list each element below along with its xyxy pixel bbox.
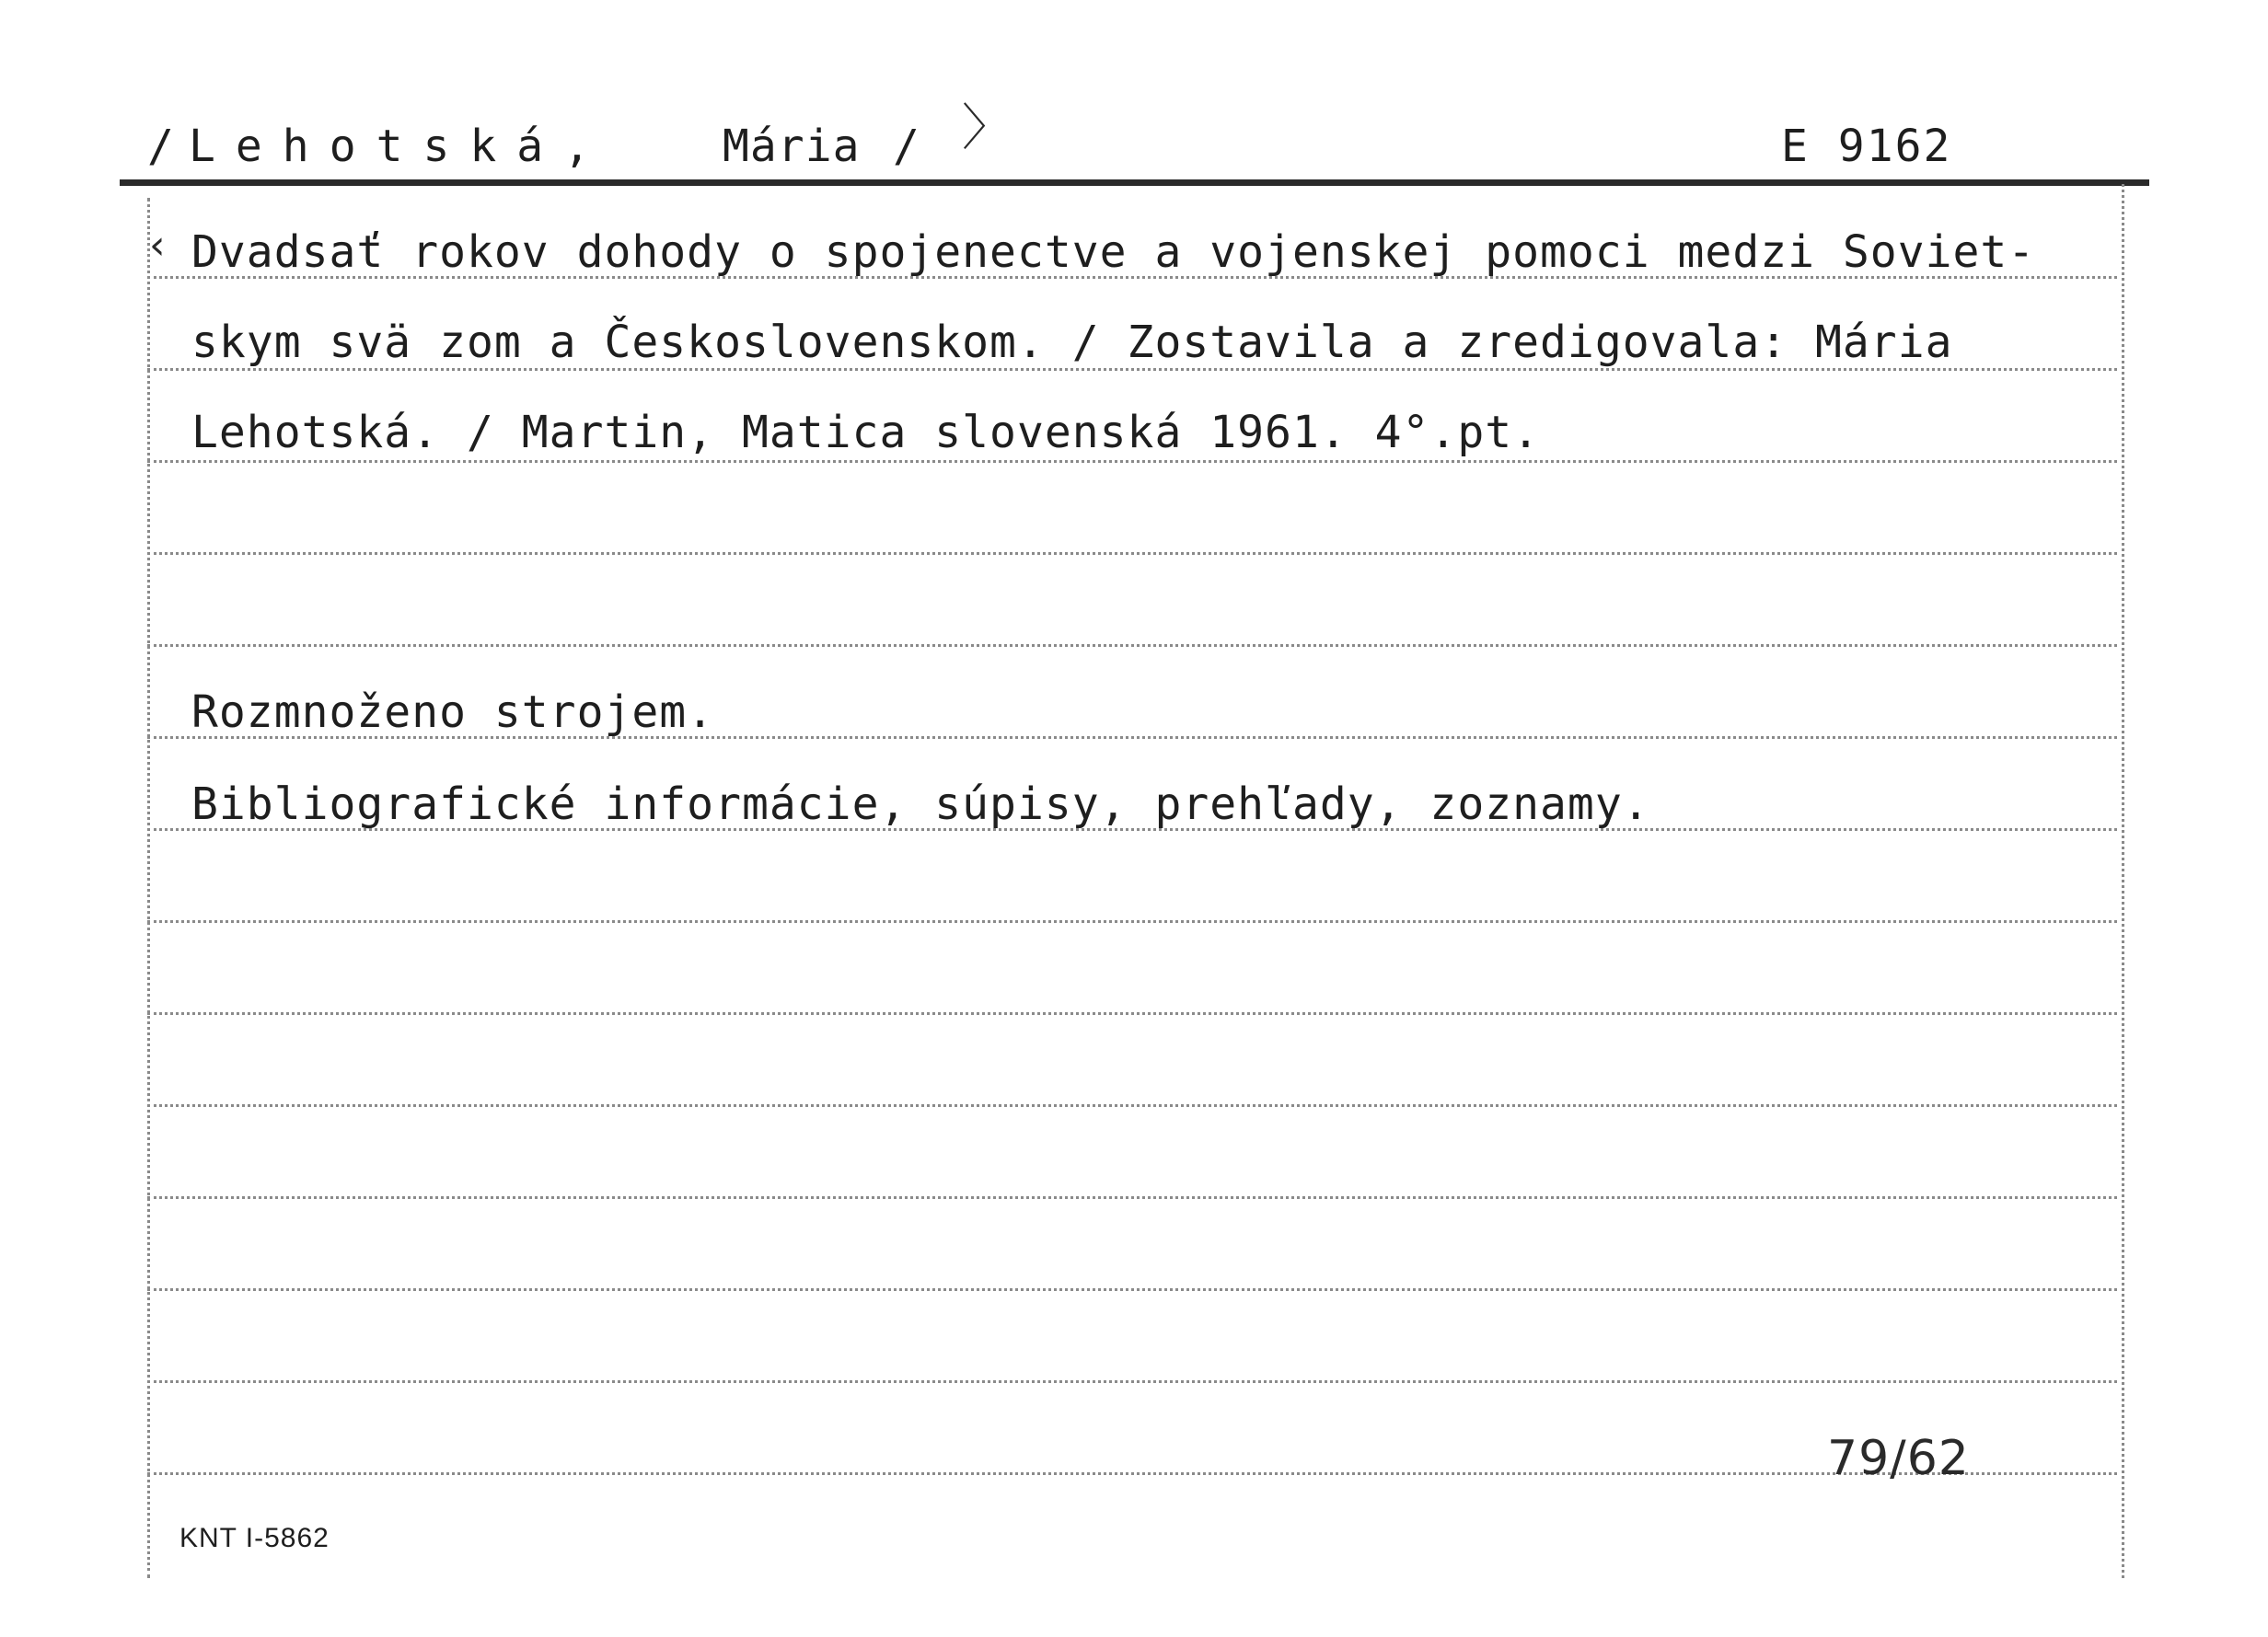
dotted-line: [147, 460, 2117, 463]
handwritten-accession-number: 79/62: [1827, 1431, 1970, 1486]
subject-heading: Bibliografické informácie, súpisy, prehľady, zoznamy.: [191, 778, 1650, 830]
heading-surname: Lehotská,: [189, 121, 611, 172]
bracket-open-mark-1: ‹: [149, 222, 166, 269]
heading-bracket-mark: 〉: [962, 98, 1012, 156]
dotted-line: [147, 552, 2117, 555]
heading-prefix-slash: /: [147, 121, 175, 172]
dotted-line: [147, 276, 2117, 279]
heading-rule: [120, 179, 2149, 186]
reproduction-note: Rozmnoženo strojem.: [191, 686, 715, 738]
description-line-1: Dvadsať rokov dohody o spojenectve a vojenskej pomoci medzi Soviet-: [191, 226, 2036, 278]
dotted-line: [147, 920, 2117, 923]
dotted-line: [147, 828, 2117, 831]
description-line-3: Lehotská. / Martin, Matica slovenská 1961. 4°.pt.: [191, 407, 1541, 458]
dotted-line: [147, 1380, 2117, 1383]
dotted-line: [147, 1196, 2117, 1199]
dotted-line: [147, 368, 2117, 371]
heading-forename: Mária: [723, 121, 861, 172]
dotted-line: [147, 736, 2117, 739]
dotted-line: [147, 1288, 2117, 1291]
call-number: E 9162: [1781, 121, 1952, 172]
form-number: KNT I-5862: [179, 1523, 330, 1553]
dotted-line: [147, 1012, 2117, 1015]
dotted-line: [147, 1104, 2117, 1107]
left-dotted-margin: [147, 198, 150, 1578]
dotted-line: [147, 1472, 2117, 1475]
right-dotted-margin: [2122, 184, 2124, 1578]
dotted-line: [147, 644, 2117, 647]
description-line-2: skym svä zom a Československom. / Zostavila a zredigovala: Mária: [191, 317, 1953, 368]
heading-suffix-slash: /: [893, 121, 920, 172]
